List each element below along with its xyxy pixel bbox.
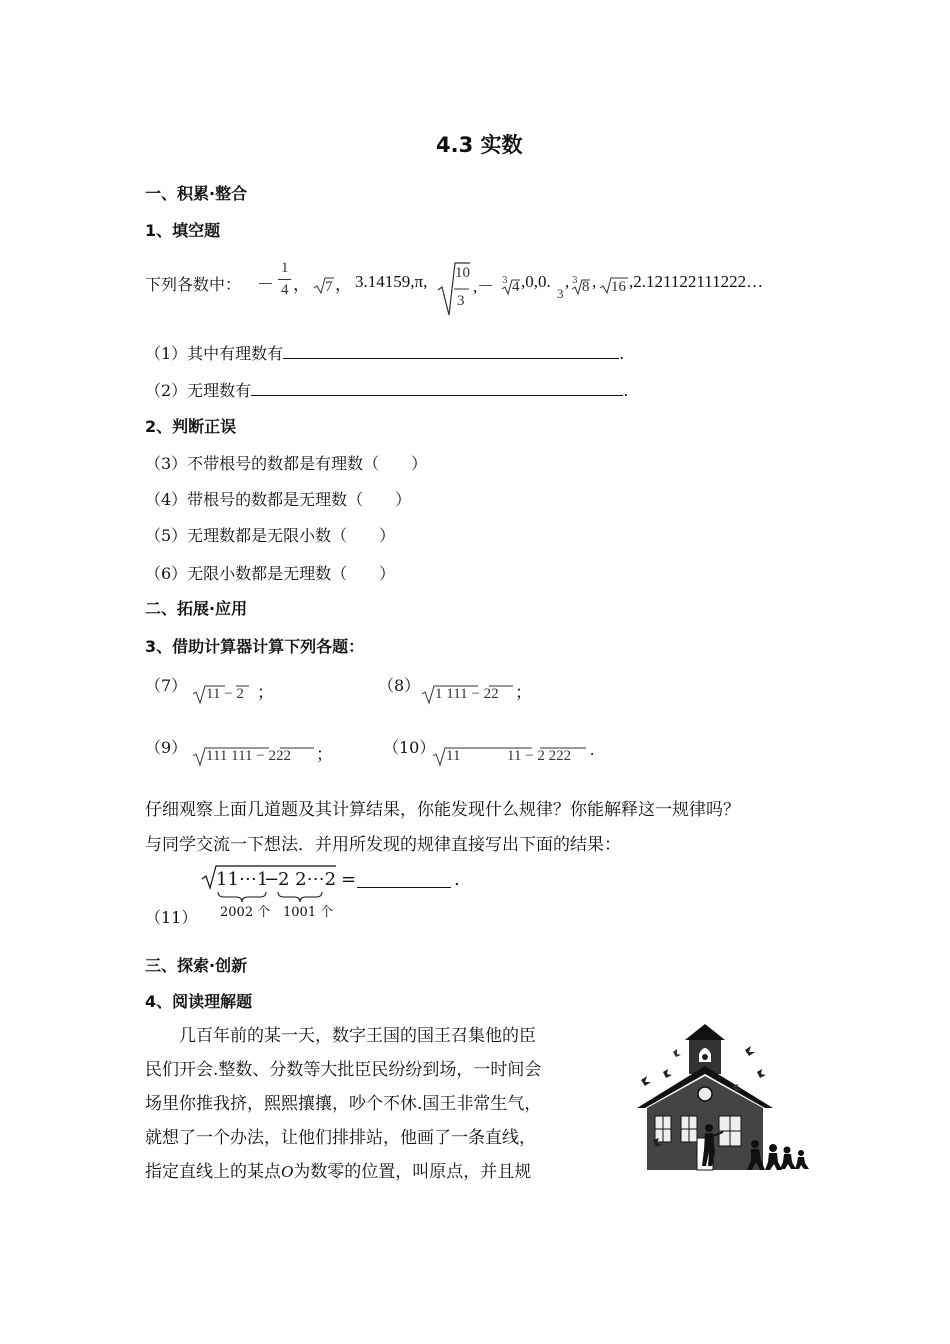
problem-10-expression-b: 11 − 2 222 bbox=[507, 748, 572, 764]
passage-line: 就想了一个办法，让他们排排站，他画了一条直线， bbox=[145, 1128, 536, 1148]
true-false-item[interactable]: （4）带根号的数都是无理数（ ） bbox=[145, 490, 412, 509]
passage-line bbox=[145, 1019, 615, 1053]
passage-text: 为数零的位置，叫原点，并且规 bbox=[293, 1162, 532, 1182]
question-heading-3: 3、借助计算器计算下列各题： bbox=[145, 637, 365, 656]
problem-7-expression: 11 − 2 bbox=[206, 686, 244, 702]
period: . bbox=[623, 381, 629, 400]
twos-count-label: 1001 个 bbox=[283, 905, 334, 920]
period: . bbox=[454, 869, 460, 890]
cbrt-8-radicand: 8 bbox=[582, 279, 590, 295]
number-list-tail: ,2.121122111222… bbox=[629, 272, 764, 291]
semicolon: ； bbox=[257, 683, 274, 702]
sqrt-fraction-numerator: 10 bbox=[455, 265, 470, 281]
sqrt-7-radicand: 7 bbox=[325, 279, 333, 295]
passage-line: 民们开会.整数、分数等大批臣民纷纷到场，一时间会 bbox=[145, 1060, 542, 1080]
period: . bbox=[619, 344, 625, 363]
cbrt-index: 3 bbox=[572, 276, 578, 286]
problem-11-answer-blank[interactable] bbox=[357, 872, 451, 888]
neg-sign: ,－ bbox=[473, 277, 495, 296]
neg-sign: － bbox=[257, 275, 274, 294]
problem-9-label: （9） bbox=[145, 738, 188, 757]
irrational-answer-blank[interactable] bbox=[251, 380, 623, 396]
comma: , bbox=[592, 272, 597, 291]
semicolon: ； bbox=[515, 683, 532, 702]
sqrt-16-radicand: 16 bbox=[611, 279, 626, 295]
number-list bbox=[145, 258, 825, 318]
semicolon: ； bbox=[316, 745, 333, 764]
true-false-item[interactable]: （5）无理数都是无限小数（ ） bbox=[145, 526, 396, 545]
cbrt-index: 3 bbox=[502, 276, 508, 286]
irrational-fill-item bbox=[145, 378, 628, 401]
schoolhouse-illustration bbox=[633, 1020, 813, 1180]
zero-part: ,0,0. bbox=[521, 272, 551, 291]
passage-line bbox=[145, 1155, 615, 1189]
problem-10-label: （10） bbox=[383, 738, 436, 757]
sqrt-fraction-denominator: 3 bbox=[457, 293, 465, 309]
period: . bbox=[590, 740, 595, 759]
section-heading-1: 一、积累·整合 bbox=[145, 184, 248, 203]
problem-10-expression-a: 11 bbox=[446, 748, 461, 764]
problem-8-label: （8） bbox=[378, 676, 421, 695]
pi-part: 3.14159,π, bbox=[355, 272, 428, 291]
rational-fill-item bbox=[145, 341, 624, 364]
page-title: 4.3 实数 bbox=[436, 133, 523, 157]
problem-8-expression: 1 111 − 22 bbox=[435, 686, 499, 702]
observe-line-1: 仔细观察上面几道题及其计算结果，你能发现什么规律？你能解释这一规律吗？ bbox=[145, 800, 740, 820]
problem-11-label: （11） bbox=[145, 908, 198, 927]
passage-text: 指定直线上的某点 bbox=[145, 1162, 281, 1182]
observe-line-2: 与同学交流一下想法．并用所发现的规律直接写出下面的结果： bbox=[145, 835, 621, 855]
true-false-item[interactable]: （3）不带根号的数都是有理数（ ） bbox=[145, 454, 428, 473]
problem-7-label: （7） bbox=[145, 676, 188, 695]
number-list-intro: 下列各数中： bbox=[145, 275, 242, 294]
question-heading-1: 1、填空题 bbox=[145, 221, 221, 240]
equals-sign: = bbox=[341, 869, 357, 890]
passage-text: 几百年前的某一天，数字王国的国王召集他的臣 bbox=[179, 1026, 536, 1046]
minus-sign: − bbox=[264, 869, 280, 890]
problem-11-formula bbox=[200, 862, 472, 920]
reading-passage bbox=[145, 1019, 615, 1189]
cbrt-4-radicand: 4 bbox=[512, 279, 520, 295]
twos-sequence: 2 2⋯2 bbox=[278, 869, 337, 890]
comma: ， bbox=[293, 275, 310, 294]
irrational-label: （2）无理数有 bbox=[145, 381, 252, 400]
repeating-digit: 3 bbox=[557, 286, 564, 301]
passage-line: 场里你推我挤，熙熙攘攘，吵个不休.国王非常生气， bbox=[145, 1094, 542, 1114]
origin-symbol: O bbox=[281, 1162, 294, 1181]
rational-label: （1）其中有理数有 bbox=[145, 344, 284, 363]
fraction-bar bbox=[278, 279, 291, 280]
ones-sequence: 11⋯1 bbox=[216, 869, 269, 890]
comma: ， bbox=[335, 275, 352, 294]
true-false-item[interactable]: （6）无限小数都是无理数（ ） bbox=[145, 564, 396, 583]
comma: , bbox=[565, 272, 570, 291]
problem-9-expression: 111 111 − 222 bbox=[206, 748, 291, 764]
ones-count-label: 2002 个 bbox=[220, 905, 271, 920]
fraction-numerator: 1 bbox=[281, 260, 289, 276]
fraction-denominator: 4 bbox=[281, 282, 289, 298]
rational-answer-blank[interactable] bbox=[283, 343, 619, 359]
question-heading-4: 4、阅读理解题 bbox=[145, 992, 253, 1011]
question-heading-2: 2、判断正误 bbox=[145, 417, 237, 436]
section-heading-3: 三、探索·创新 bbox=[145, 956, 248, 975]
section-heading-2: 二、拓展·应用 bbox=[145, 599, 248, 618]
